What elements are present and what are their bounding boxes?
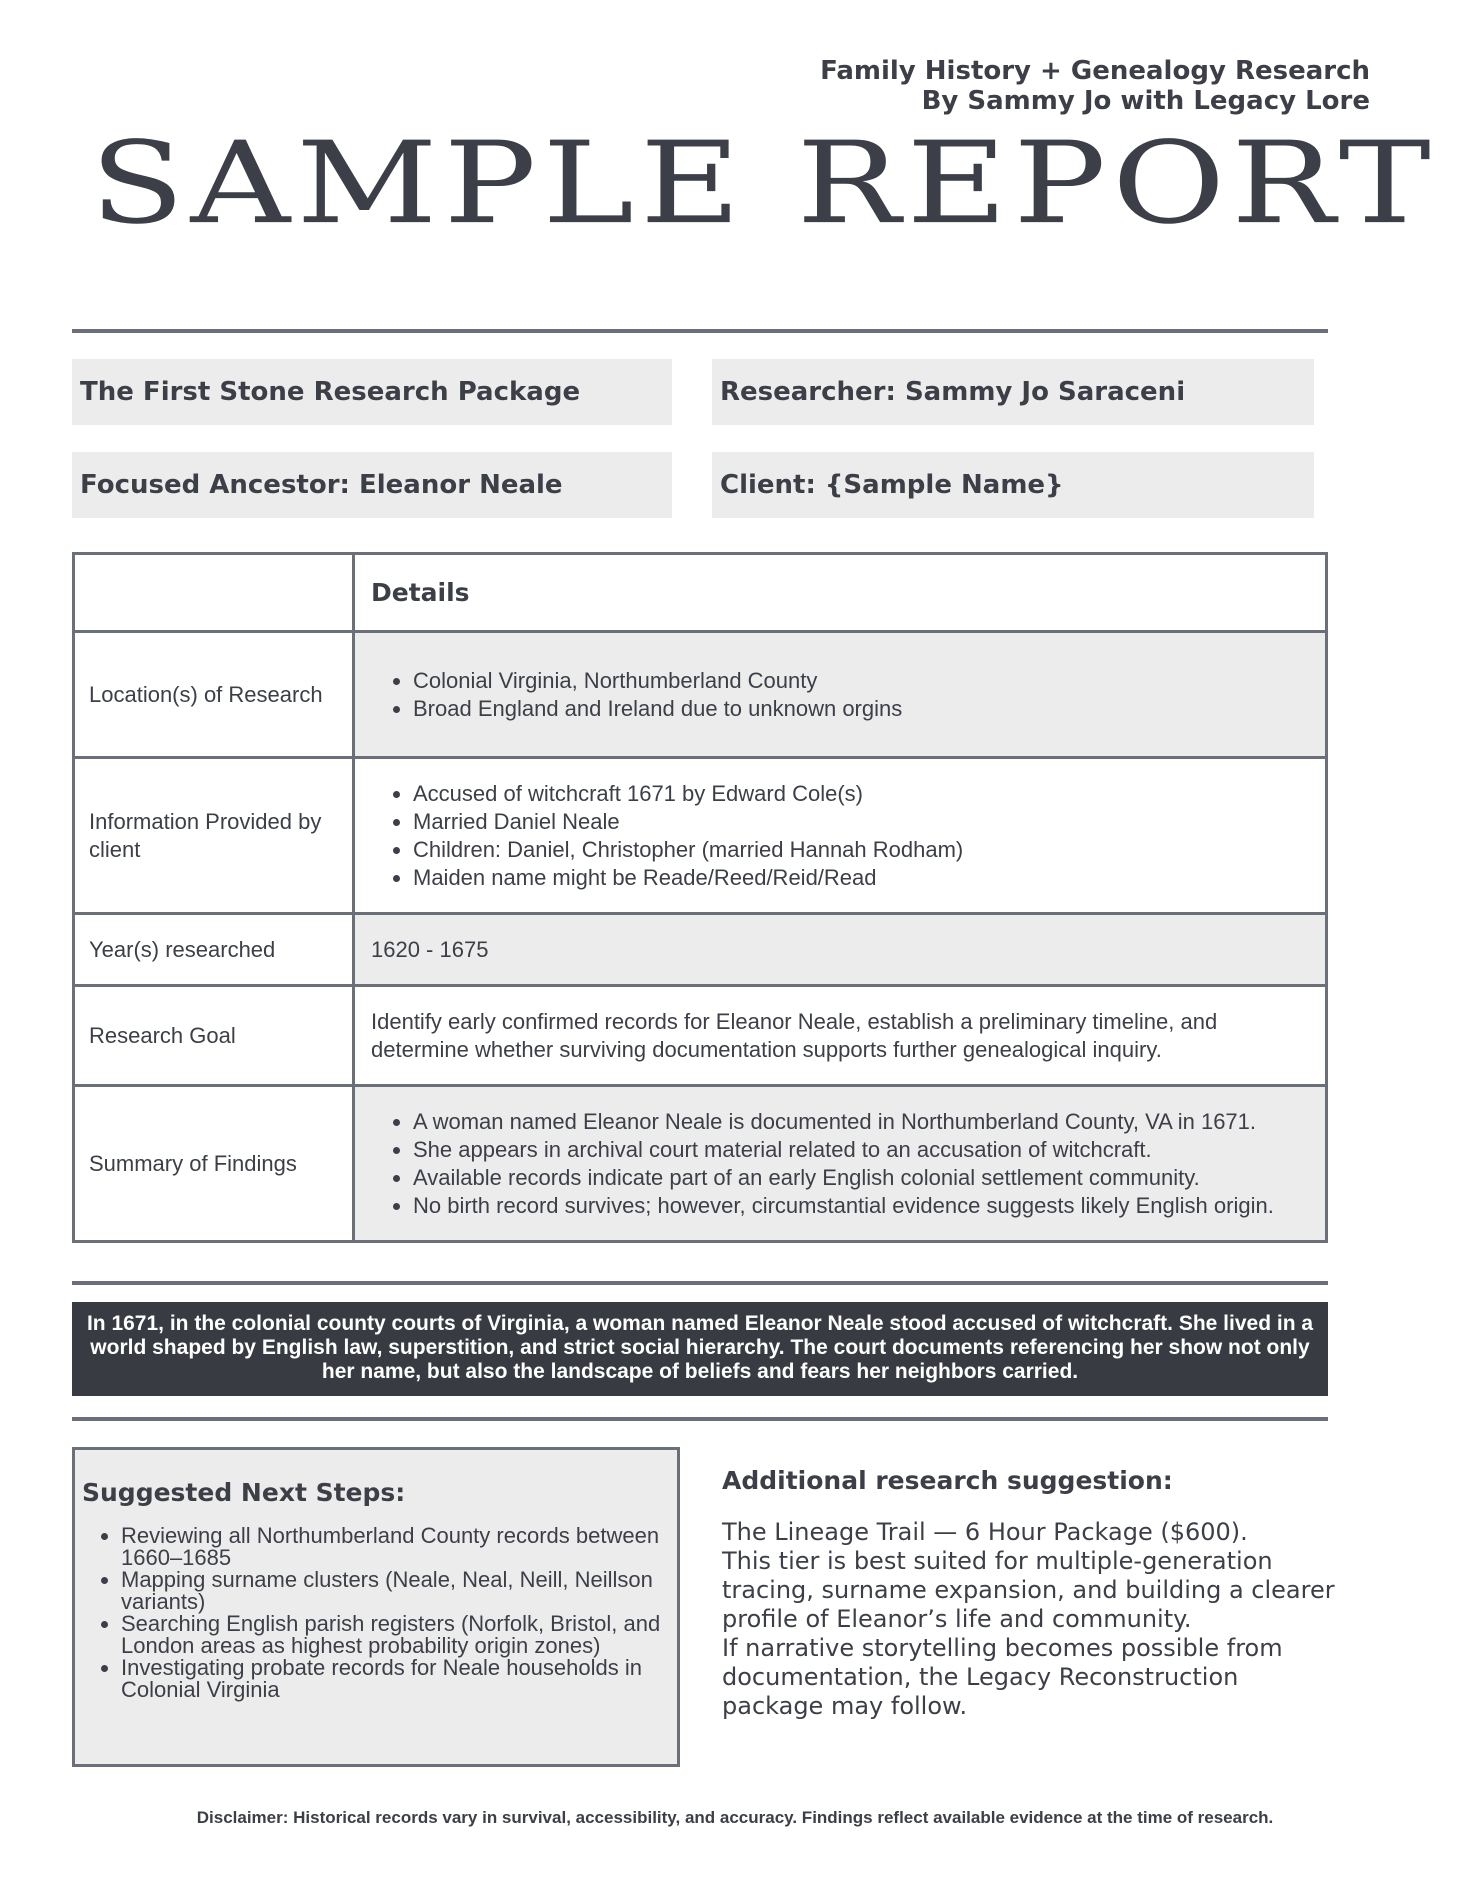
client-box: Client: {Sample Name} [712, 452, 1314, 518]
years-value: 1620 - 1675 [354, 914, 1327, 986]
additional-title: Additional research suggestion: [722, 1466, 1173, 1495]
table-row-info-provided [74, 758, 1327, 914]
list-item: • Available records indicate part of an early English colonial settlement community. [413, 1164, 1311, 1192]
package-box: The First Stone Research Package [72, 359, 672, 425]
list-item: • No birth record survives; however, circumstantial evidence suggests likely English origin. [413, 1192, 1311, 1220]
summary-label: Summary of Findings [74, 1086, 354, 1242]
list-item: • Married Daniel Neale [413, 808, 1311, 836]
disclaimer: Disclaimer: Historical records vary in survival, accessibility, and accuracy. Findings reflect available evidence at the time of research. [196, 1808, 1274, 1827]
list-item: • Accused of witchcraft 1671 by Edward Cole(s) [413, 780, 1311, 808]
table-row-location [74, 632, 1327, 758]
goal-value: Identify early confirmed records for Eleanor Neale, establish a preliminary timeline, and determine whether surviving documentation supports further genealogical inquiry. [354, 986, 1327, 1086]
details-table [72, 552, 1328, 1243]
location-value [354, 632, 1327, 758]
researcher-box: Researcher: Sammy Jo Saraceni [712, 359, 1314, 425]
divider-bottom [72, 1417, 1328, 1421]
next-steps-title: Suggested Next Steps: [82, 1478, 406, 1507]
narrative-banner: In 1671, in the colonial county courts of Virginia, a woman named Eleanor Neale stood accused of witchcraft. She lived in a world shaped by English law, superstition, and strict social hierarchy. The court documents referencing her show not only her name, but also the landscape of beliefs and fears her neighbors carried. [72, 1302, 1328, 1396]
table-header-row [74, 554, 1327, 632]
next-steps-list [75, 1525, 677, 1701]
years-label: Year(s) researched [74, 914, 354, 986]
list-item: • Reviewing all Northumberland County records between 1660–1685 [121, 1525, 667, 1569]
additional-line-2: This tier is best suited for multiple-generation tracing, surname expansion, and building a clearer profile of Eleanor’s life and community. [722, 1547, 1335, 1633]
location-label: Location(s) of Research [74, 632, 354, 758]
list-item: • Investigating probate records for Neale households in Colonial Virginia [121, 1657, 667, 1701]
info-provided-value [354, 758, 1327, 914]
table-row-summary [74, 1086, 1327, 1242]
additional-line-1: The Lineage Trail — 6 Hour Package ($600). [722, 1518, 1248, 1546]
list-item: • Children: Daniel, Christopher (married Hannah Rodham) [413, 836, 1311, 864]
report-title: SAMPLE REPORT [90, 117, 1437, 250]
divider-top [72, 329, 1328, 333]
list-item: • A woman named Eleanor Neale is documented in Northumberland County, VA in 1671. [413, 1108, 1311, 1136]
summary-value [354, 1086, 1327, 1242]
additional-body [722, 1518, 1342, 1721]
list-item: • Colonial Virginia, Northumberland County [413, 667, 1311, 695]
table-row-goal [74, 986, 1327, 1086]
details-header: Details [354, 554, 1327, 632]
next-steps-box [72, 1447, 680, 1767]
list-item: • Searching English parish registers (Norfolk, Bristol, and London areas as highest probability origin zones) [121, 1613, 667, 1657]
ancestor-box: Focused Ancestor: Eleanor Neale [72, 452, 672, 518]
header-subtitle-1: Family History + Genealogy Research [820, 56, 1370, 86]
table-corner-cell [74, 554, 354, 632]
report-header [820, 56, 1370, 116]
list-item: • Broad England and Ireland due to unknown orgins [413, 695, 1311, 723]
list-item: • Maiden name might be Reade/Reed/Reid/Read [413, 864, 1311, 892]
additional-line-3: If narrative storytelling becomes possible from documentation, the Legacy Reconstruction package may follow. [722, 1634, 1283, 1720]
list-item: • Mapping surname clusters (Neale, Neal, Neill, Neillson variants) [121, 1569, 667, 1613]
divider-middle [72, 1281, 1328, 1285]
header-subtitle-2: By Sammy Jo with Legacy Lore [921, 86, 1370, 116]
info-provided-label: Information Provided by client [74, 758, 354, 914]
table-row-years [74, 914, 1327, 986]
goal-label: Research Goal [74, 986, 354, 1086]
list-item: • She appears in archival court material related to an accusation of witchcraft. [413, 1136, 1311, 1164]
